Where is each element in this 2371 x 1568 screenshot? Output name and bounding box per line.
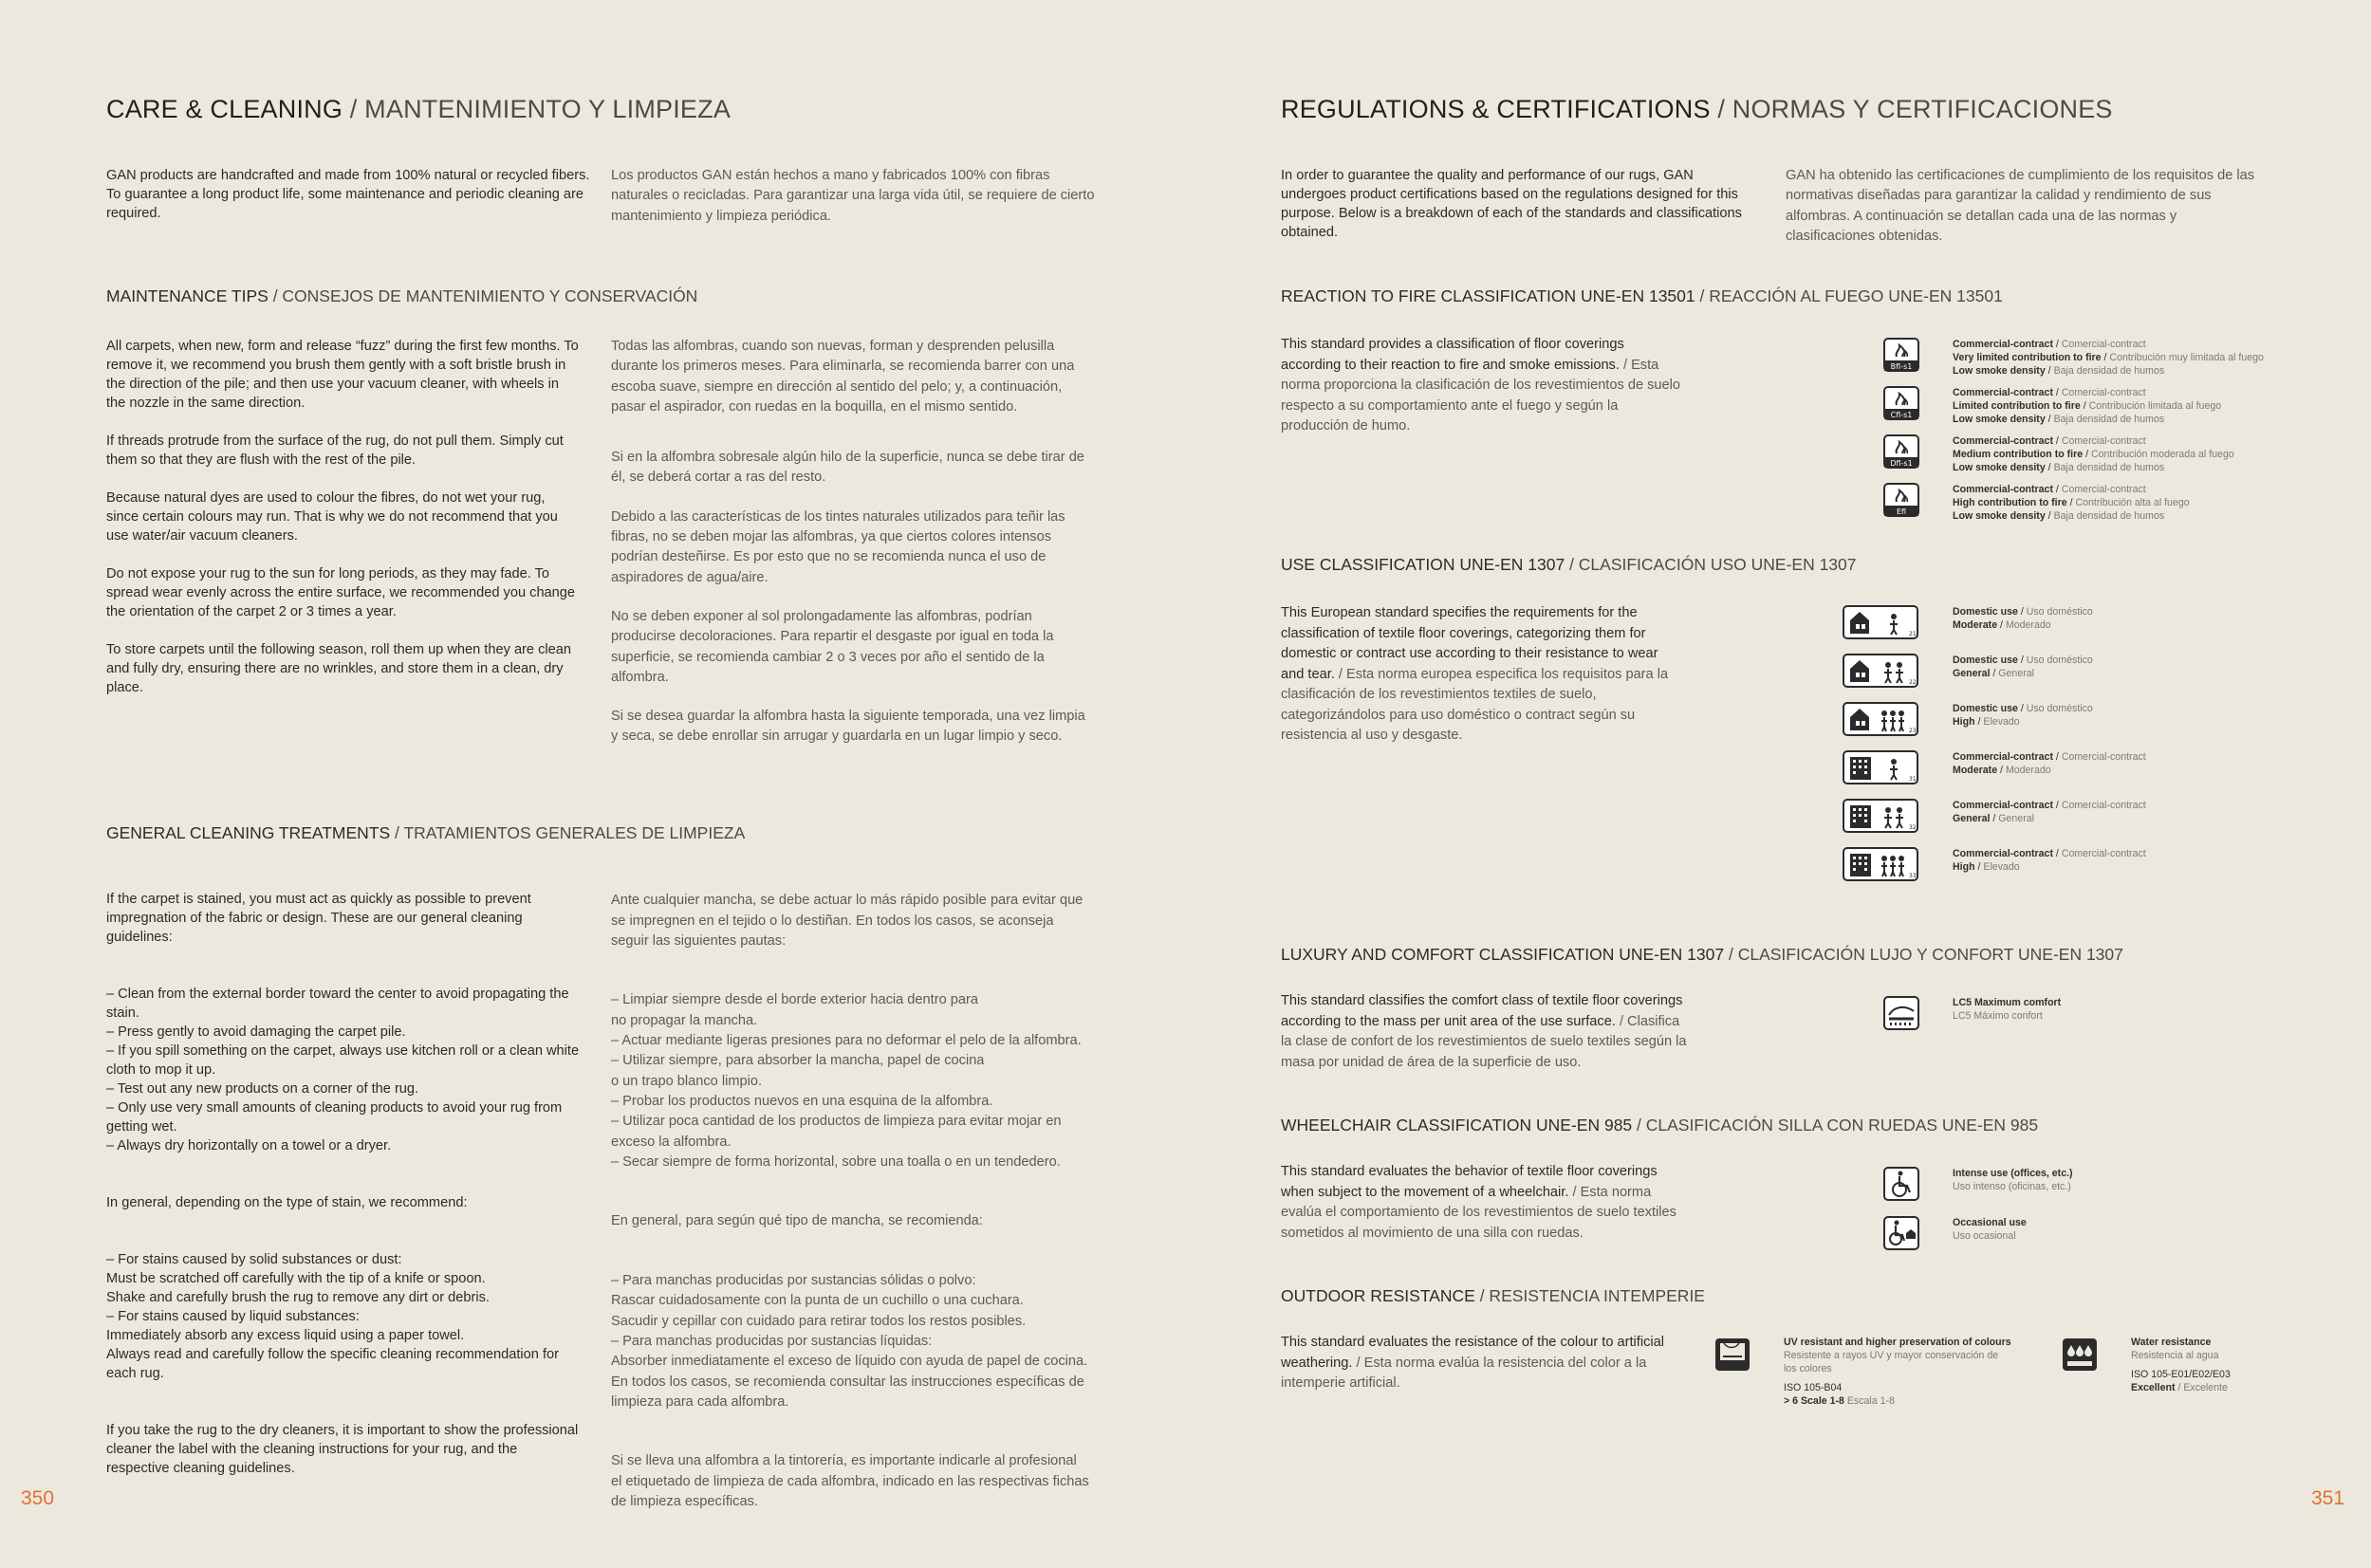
fire-item-label: Commercial-contract / Comercial-contract Very limited contribution to fire / Contribución muy limitada al fuego Low smoke density / Baja densidad de humos xyxy=(1953,339,2264,377)
paragraph: En general, para según qué tipo de mancha, se recomienda: xyxy=(611,1213,983,1229)
paragraph: Todas las alfombras, cuando son nuevas, forman y desprenden pelusilla durante los primeros meses. Para eliminarla, se recomienda barrer con una escoba suave, siempre en dirección al sentido del pelo; y, a continuación, pasar el aspirador, con ruedas en la boquilla, en el mismo sentido. xyxy=(611,339,1075,415)
paragraph: Si se desea guardar la alfombra hasta la siguiente temporada, una vez limpia y seca, se debe enrollar sin arrugar y guardarla en un lugar limpio y seco. xyxy=(611,709,1085,745)
outdoor-resistance-text: This standard evaluates the resistance of the colour to artificial weathering. / Esta norma evalúa la resistencia del color a la intemperie artificial. xyxy=(1281,1335,1664,1391)
wheelchair-intense-icon xyxy=(1883,1167,1919,1201)
paragraph: All carpets, when new, form and release “fuzz” during the first few months. To remove it, we recommend you brush them gently with a soft bristle brush in the direction of the pile; and then use your vacuum cleaner, with wheels in the nozzle in the same direction. xyxy=(106,339,579,411)
use-class-number: 21 xyxy=(1909,631,1917,637)
use-classification-text: This European standard specifies the requirements for the classification of textile floor coverings, categorizing them for domestic or contract use according to their resistance to wear and tear. / Esta norma europea especifica los requisitos para la clasificación de los revestimientos textiles de suelo, categorizándolos para uso doméstico o contract según su resistencia al uso y desgaste. xyxy=(1281,605,1669,743)
right-page-title: REGULATIONS & CERTIFICATIONS / NORMAS Y CERTIFICACIONES xyxy=(1281,95,2113,123)
cleaning-treatments-en xyxy=(106,871,581,1497)
fire-code: Cfl-s1 xyxy=(1890,411,1913,419)
use-class-number: 32 xyxy=(1909,824,1917,831)
paragraph: – Clean from the external border toward the center to avoid propagating the stain. – Press gently to avoid damaging the carpet pile. – If you spill something on the carpet, always use kitchen roll or a clean white cloth to mop it up. – Test out any new products on a corner of the rug. – Only use very small amounts of cleaning products to avoid your rug from getting wet. – Always dry horizontally on a towel or a dryer. xyxy=(106,987,580,1153)
use-item-label: Domestic use / Uso doméstico General / General xyxy=(1953,655,2093,679)
paragraph: – For stains caused by solid substances or dust: Must be scratched off carefully with the tip of a knife or spoon. Shake and carefully brush the rug to remove any dirt or debris. – For stains caused by liquid substances: Immediately absorb any excess liquid using a paper towel. Always read and carefully follow the specific cleaning recommendation for each rug. xyxy=(106,1252,559,1381)
use-item-label: Domestic use / Uso doméstico High / Elevado xyxy=(1953,703,2093,728)
use-item-label: Commercial-contract / Comercial-contract General / General xyxy=(1953,800,2146,824)
use-class-number: 33 xyxy=(1909,873,1917,879)
commercial-moderate-icon xyxy=(1843,750,1918,784)
paragraph: If you take the rug to the dry cleaners, it is important to show the professional cleaner the label with the cleaning instructions for your rug, and the respective cleaning guidelines. xyxy=(106,1423,579,1476)
paragraph: Ante cualquier mancha, se debe actuar lo más rápido posible para evitar que se impregnen en el tejido o lo destiñan. En todos los casos, se aconseja seguir las siguientes pautas: xyxy=(611,893,1084,949)
uv-resistance-label: UV resistant and higher preservation of colours Resistente a rayos UV y mayor conservación de los colores ISO 105-B04 > 6 Scale 1-8 Escala 1-8 xyxy=(1784,1337,2011,1407)
maintenance-tips-en xyxy=(106,337,581,697)
fire-cfl-s1-icon xyxy=(1883,386,1919,420)
paragraph: In general, depending on the type of stain, we recommend: xyxy=(106,1195,468,1210)
commercial-high-icon xyxy=(1843,847,1918,881)
use-item-label: Commercial-contract / Comercial-contract High / Elevado xyxy=(1953,848,2146,873)
fire-bfl-s1-icon xyxy=(1883,338,1919,372)
use-class-number: 31 xyxy=(1909,776,1917,783)
paragraph: Do not expose your rug to the sun for long periods, as they may fade. To spread wear evenly across the entire surface, we recommended you change the orientation of the carpet 2 or 3 times a year. xyxy=(106,566,576,619)
paragraph: If the carpet is stained, you must act as quickly as possible to prevent impregnation of the fabric or design. These are our general cleaning guidelines: xyxy=(106,892,531,945)
fire-dfl-s1-icon xyxy=(1883,434,1919,469)
paragraph: To store carpets until the following season, roll them up when they are clean and fully dry, ensuring there are no wrinkles, and store them in a clean, dry place. xyxy=(106,642,571,695)
fire-item-label: Commercial-contract / Comercial-contract Medium contribution to fire / Contribución moderada al fuego Low smoke density / Baja densidad de humos xyxy=(1953,435,2234,473)
right-intro-es: GAN ha obtenido las certificaciones de cumplimiento de los requisitos de las normativas diseñadas para garantizar la calidad y rendimiento de sus alfombras. A continuación se detallan cada una de las normas y clasificaciones obtenidas. xyxy=(1786,168,2255,244)
cleaning-treatments-es xyxy=(611,871,1090,1533)
right-intro-en: In order to guarantee the quality and performance of our rugs, GAN undergoes product certifications based on the regulations designed for this purpose. Below is a breakdown of each of the standards and classifications obtained. xyxy=(1281,168,1742,240)
domestic-high-icon xyxy=(1843,702,1918,736)
general-cleaning-heading: GENERAL CLEANING TREATMENTS / TRATAMIENTOS GENERALES DE LIMPIEZA xyxy=(106,823,746,842)
paragraph: Debido a las características de los tintes naturales utilizados para teñir las fibras, no se deben mojar las alfombras, ya que ciertos colores intensos podrían desteñirse. Es por esto que no se recomienda nunca el uso de aspiradores de agua/aire. xyxy=(611,508,1065,585)
paragraph: Si en la alfombra sobresale algún hilo de la superficie, nunca se debe tirar de él, se deberá cortar a ras del resto. xyxy=(611,450,1084,486)
luxury-classification-text: This standard classifies the comfort class of textile floor coverings according to the mass per unit area of the use surface. / Clasifica la clase de confort de los revestimientos de suelo textiles según la masa por unidad de área de la superficie de uso. xyxy=(1281,993,1687,1070)
use-class-number: 23 xyxy=(1909,728,1917,734)
outdoor-resistance-heading: OUTDOOR RESISTANCE / RESISTENCIA INTEMPERIE xyxy=(1281,1286,1705,1305)
maintenance-tips-es xyxy=(611,337,1090,747)
paragraph: – Para manchas producidas por sustancias sólidas o polvo: Rascar cuidadosamente con la punta de un cuchillo o una cuchara. Sacudir y cepillar con cuidado para retirar todos los restos posibles. – Para manchas producidas por sustancias líquidas: Absorber inmediatamente el exceso de líquido con ayuda de papel de cocina. En todos los casos, se recomienda consultar las instrucciones específicas de limpieza para cada alfombra. xyxy=(611,1273,1088,1410)
left-intro-es: Los productos GAN están hechos a mano y fabricados 100% con fibras naturales o recicladas. Para garantizar una larga vida útil, se requiere de cierto mantenimiento y limpieza periódica. xyxy=(611,168,1095,224)
commercial-general-icon xyxy=(1843,799,1918,833)
fire-classification-heading: REACTION TO FIRE CLASSIFICATION UNE-EN 13501 / REACCIÓN AL FUEGO UNE-EN 13501 xyxy=(1281,286,2003,305)
wheelchair-occasional-icon xyxy=(1883,1216,1919,1250)
lc5-comfort-icon xyxy=(1883,996,1919,1030)
fire-efl-icon xyxy=(1883,483,1919,517)
paragraph: If threads protrude from the surface of the rug, do not pull them. Simply cut them so that they are flush with the rest of the pile. xyxy=(106,434,564,468)
paragraph: No se deben exponer al sol prolongadamente las alfombras, podrían producirse decoloraciones. Para repartir el desgaste por igual en toda la superficie, se recomienda cambiar 2 o 3 veces por año el sentido de la alfombra. xyxy=(611,608,1054,685)
domestic-general-icon xyxy=(1843,654,1918,688)
water-resistance-label: Water resistance Resistencia al agua ISO 105-E01/E02/E03 Excellent / Excelente xyxy=(2131,1337,2231,1393)
left-page-title: CARE & CLEANING / MANTENIMIENTO Y LIMPIEZA xyxy=(106,95,732,123)
paragraph: – Limpiar siempre desde el borde exterior hacia dentro para no propagar la mancha. – Actuar mediante ligeras presiones para no deformar el pelo de la alfombra. – Utilizar siempre, para absorber la mancha, papel de cocina o un trapo blanco limpio. – Probar los productos nuevos en una esquina de la alfombra. – Utilizar poca cantidad de los productos de limpieza para evitar mojar en exceso la alfombra. – Secar siempre de forma horizontal, sobre una toalla o en un tendedero. xyxy=(611,992,1082,1170)
uv-resistance-icon xyxy=(1714,1337,1750,1372)
water-resistance-icon xyxy=(2062,1337,2098,1372)
fire-code: Efl xyxy=(1896,507,1907,516)
fire-code: Bfl-s1 xyxy=(1890,362,1913,371)
wheelchair-classification-heading: WHEELCHAIR CLASSIFICATION UNE-EN 985 / CLASIFICACIÓN SILLA CON RUEDAS UNE-EN 985 xyxy=(1281,1116,2039,1134)
use-classification-heading: USE CLASSIFICATION UNE-EN 1307 / CLASIFICACIÓN USO UNE-EN 1307 xyxy=(1281,555,1857,574)
fire-item-label: Commercial-contract / Comercial-contract High contribution to fire / Contribución alta al fuego Low smoke density / Baja densidad de humos xyxy=(1953,484,2190,522)
luxury-item-label: LC5 Maximum comfort LC5 Máximo confort xyxy=(1953,997,2062,1022)
domestic-moderate-icon xyxy=(1843,605,1918,639)
left-intro-en: GAN products are handcrafted and made from 100% natural or recycled fibers. To guarantee a long product life, some maintenance and periodic cleaning are required. xyxy=(106,168,590,221)
use-class-number: 22 xyxy=(1909,679,1917,686)
paragraph: Because natural dyes are used to colour the fibres, do not wet your rug, since certain colours may run. That is why we do not recommend that you use water/air vacuum cleaners. xyxy=(106,490,558,544)
use-item-label: Domestic use / Uso doméstico Moderate / Moderado xyxy=(1953,606,2093,631)
wheelchair-classification-text: This standard evaluates the behavior of textile floor coverings when subject to the movement of a wheelchair. / Esta norma evalúa el comportamiento de los revestimientos de suelo textiles sometidos al movimiento de una silla con ruedas. xyxy=(1281,1164,1676,1241)
page-number-right: 351 xyxy=(2311,1487,2345,1509)
fire-item-label: Commercial-contract / Comercial-contract Limited contribution to fire / Contribución limitada al fuego Low smoke density / Baja densidad de humos xyxy=(1953,387,2222,425)
wheelchair-item-label: Occasional use Uso ocasional xyxy=(1953,1217,2027,1242)
fire-code: Dfl-s1 xyxy=(1890,459,1913,468)
paragraph: Si se lleva una alfombra a la tintorería, es importante indicarle al profesional el etiquetado de limpieza de cada alfombra, indicado en las respectivas fichas de limpieza específicas. xyxy=(611,1453,1089,1510)
use-item-label: Commercial-contract / Comercial-contract Moderate / Moderado xyxy=(1953,751,2146,776)
wheelchair-item-label: Intense use (offices, etc.) Uso intenso (oficinas, etc.) xyxy=(1953,1168,2073,1192)
maintenance-tips-heading: MAINTENANCE TIPS / CONSEJOS DE MANTENIMIENTO Y CONSERVACIÓN xyxy=(106,286,698,305)
page-number-left: 350 xyxy=(21,1487,55,1509)
fire-classification-text: This standard provides a classification of floor coverings according to their reaction to fire and smoke emissions. / Esta norma proporciona la clasificación de los revestimientos de suelo respecto a su comportamiento ante el fuego y según la producción de humo. xyxy=(1281,337,1681,434)
luxury-classification-heading: LUXURY AND COMFORT CLASSIFICATION UNE-EN 1307 / CLASIFICACIÓN LUJO Y CONFORT UNE-EN 1307 xyxy=(1281,945,2123,964)
